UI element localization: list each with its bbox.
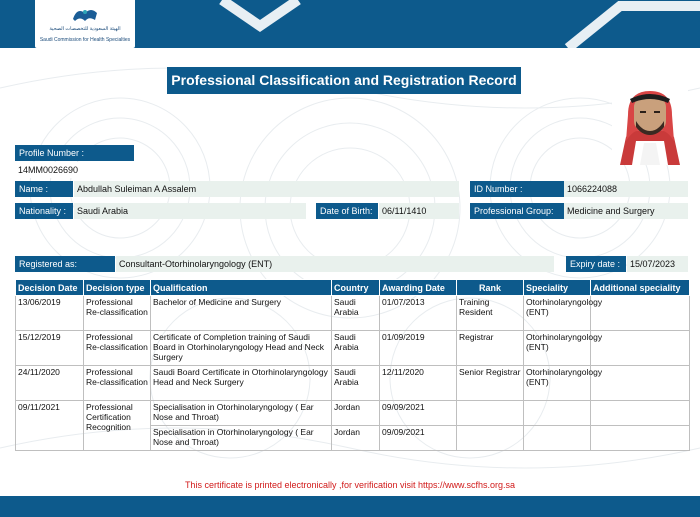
- cell-country: Saudi Arabia: [332, 366, 380, 401]
- cell-speciality: Otorhinolaryngology (ENT): [524, 331, 591, 366]
- table-row: [16, 366, 690, 401]
- registered-as-value: Consultant-Otorhinolaryngology (ENT): [116, 256, 554, 272]
- id-number-value: 1066224088: [564, 181, 688, 197]
- cell-awarding-date: 12/11/2020: [380, 366, 457, 401]
- table-row: [16, 331, 690, 366]
- cell-qualification: Specialisation in Otorhinolaryngology ( Ear Nose and Throat): [151, 401, 332, 426]
- name-label: Name :: [15, 181, 73, 197]
- cell-qualification: Saudi Board Certificate in Otorhinolaryngology Head and Neck Surgery: [151, 366, 332, 401]
- dob-value: 06/11/1410: [379, 203, 459, 219]
- cell-country: Jordan: [332, 426, 380, 451]
- cell-speciality: [524, 401, 591, 426]
- cell-additional-speciality: [591, 331, 690, 366]
- table-row: [16, 296, 690, 331]
- cell-decision-date: 13/06/2019: [16, 296, 84, 331]
- page-title: Professional Classification and Registration Record: [167, 67, 521, 94]
- dob-label: Date of Birth:: [316, 203, 378, 219]
- cell-awarding-date: 01/07/2013: [380, 296, 457, 331]
- cell-decision-date: 15/12/2019: [16, 331, 84, 366]
- logo-english-text: Saudi Commission for Health Specialties: [39, 37, 131, 43]
- cell-speciality: Otorhinolaryngology (ENT): [524, 366, 591, 401]
- cell-rank: [457, 401, 524, 426]
- name-value: Abdullah Suleiman A Assalem: [74, 181, 459, 197]
- cell-decision-type: Professional Certification Recognition: [84, 401, 151, 451]
- cell-qualification: Bachelor of Medicine and Surgery: [151, 296, 332, 331]
- logo-arabic-text: الهيئة السعودية للتخصصات الصحية: [49, 26, 121, 32]
- header-awarding-date: Awarding Date: [380, 280, 457, 296]
- cell-speciality: Otorhinolaryngology (ENT): [524, 296, 591, 331]
- nationality-value: Saudi Arabia: [74, 203, 306, 219]
- profile-number-label: Profile Number :: [15, 145, 134, 161]
- cell-decision-type: Professional Re-classification: [84, 296, 151, 331]
- cell-awarding-date: 01/09/2019: [380, 331, 457, 366]
- header-decision-type: Decision type: [84, 280, 151, 296]
- cell-qualification: Specialisation in Otorhinolaryngology ( Ear Nose and Throat): [151, 426, 332, 451]
- header-additional-speciality: Additional speciality: [591, 280, 690, 296]
- professional-group-value: Medicine and Surgery: [564, 203, 688, 219]
- profile-photo: [612, 85, 688, 165]
- cell-rank: Senior Registrar: [457, 366, 524, 401]
- cell-additional-speciality: [591, 401, 690, 426]
- table-row: [16, 401, 690, 426]
- cell-additional-speciality: [591, 366, 690, 401]
- cell-decision-date: 09/11/2021: [16, 401, 84, 451]
- cell-decision-type: Professional Re-classification: [84, 331, 151, 366]
- cell-rank: Registrar: [457, 331, 524, 366]
- cell-decision-type: Professional Re-classification: [84, 366, 151, 401]
- scfhs-logo: [35, 0, 135, 48]
- nationality-label: Nationality :: [15, 203, 73, 219]
- table-header-row: [16, 280, 690, 296]
- classification-records-table: [15, 279, 690, 451]
- cell-speciality: [524, 426, 591, 451]
- registered-as-label: Registered as:: [15, 256, 115, 272]
- cell-additional-speciality: [591, 426, 690, 451]
- cell-country: Saudi Arabia: [332, 296, 380, 331]
- cell-rank: [457, 426, 524, 451]
- expiry-date-label: Expiry date :: [566, 256, 626, 272]
- header-qualification: Qualification: [151, 280, 332, 296]
- cell-awarding-date: 09/09/2021: [380, 401, 457, 426]
- cell-decision-date: 24/11/2020: [16, 366, 84, 401]
- cell-awarding-date: 09/09/2021: [380, 426, 457, 451]
- footer-band: [0, 496, 700, 517]
- professional-group-label: Professional Group:: [470, 203, 564, 219]
- cell-country: Jordan: [332, 401, 380, 426]
- cell-country: Saudi Arabia: [332, 331, 380, 366]
- id-number-label: ID Number :: [470, 181, 564, 197]
- cell-additional-speciality: [591, 296, 690, 331]
- verification-footer-text: This certificate is printed electronically ,for verification visit https://www.scfhs.org.sa: [184, 480, 516, 490]
- header-speciality: Speciality: [524, 280, 591, 296]
- cell-rank: Training Resident: [457, 296, 524, 331]
- header-country: Country: [332, 280, 380, 296]
- header-decision-date: Decision Date: [16, 280, 84, 296]
- logo-mark-icon: [69, 5, 101, 25]
- expiry-date-value: 15/07/2023: [627, 256, 688, 272]
- cell-qualification: Certificate of Completion training of Saudi Board in Otorhinolaryngology Head and Neck Surgery: [151, 331, 332, 366]
- header-rank: Rank: [457, 280, 524, 296]
- profile-number-value: 14MM0026690: [15, 162, 134, 178]
